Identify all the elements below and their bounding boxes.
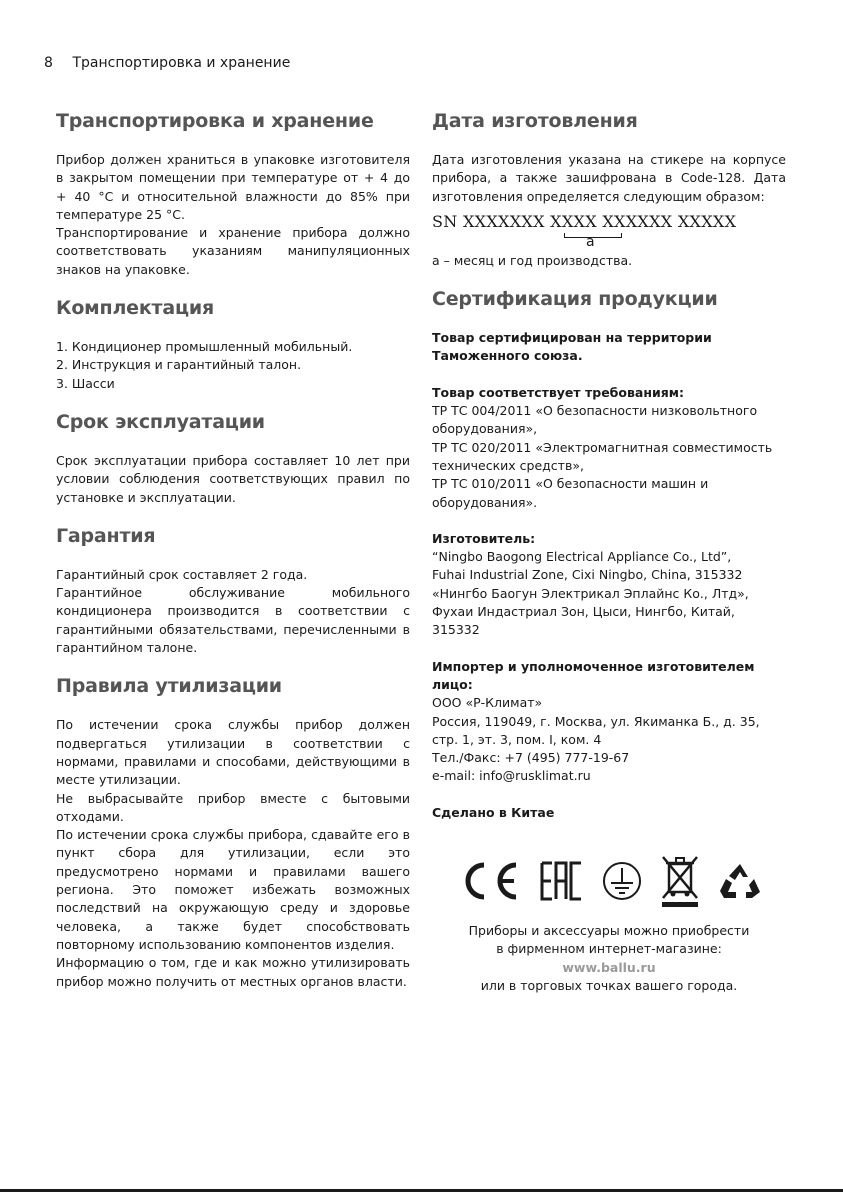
serial-marker: a [586,233,595,250]
certified-statement: Товар сертифицирован на территории Таможенного союза. [432,330,712,364]
section-title-lifetime: Срок эксплуатации [56,410,265,433]
serial-legend: а – месяц и год производства. [432,252,633,268]
requirement-line: ТР ТС 010/2011 «О безопасности машин и оборудования». [432,476,709,510]
section-transport [56,108,410,279]
ce-mark-icon [456,861,522,905]
kit-item: 2. Инструкция и гарантийный талон. [56,357,302,373]
serial-number-format [432,212,786,252]
manufacturer-heading: Изготовитель: [432,530,536,546]
store-website-link[interactable]: www.ballu.ru [562,959,656,975]
importer-line: e-mail: info@rusklimat.ru [432,768,591,784]
importer-line: Россия, 119049, г. Москва, ул. Якиманка Б., д. 35, стр. 1, эт. 3, пом. I, ком. 4 [432,713,760,747]
manufacturer-line: Fuhai Industrial Zone, Cixi Ningbo, China, 315332 [432,567,743,583]
running-header [44,55,290,71]
warranty-paragraph-1: Гарантийный срок составляет 2 года. [56,566,308,582]
store-line-2: в фирменном интернет-магазине: [496,941,722,957]
recycle-icon [718,861,762,905]
kit-item: 1. Кондиционер промышленный мобильный. [56,339,353,355]
transport-paragraph-2: Транспортирование и хранение прибора должно соответствовать указаниям манипуляционных знаков на упаковке. [56,225,410,277]
requirement-line: ТР ТС 020/2011 «Электромагнитная совместимость технических средств», [432,439,773,473]
section-warranty [56,523,410,657]
section-manufacture-date [432,108,786,270]
section-title-manufacture-date: Дата изготовления [432,110,638,132]
disposal-paragraph-2: Не выбрасывайте прибор вместе с бытовыми отходами. [56,790,410,824]
disposal-paragraph-4: Информацию о том, где и как можно утилизировать прибор можно получить от местных органов власти. [56,955,410,989]
made-in-label: Сделано в Китае [432,804,555,820]
store-line-3: или в торговых точках вашего города. [480,977,738,993]
page-number: 8 [44,55,53,71]
manufacturer-line: «Нингбо Баогун Электрикал Эплайнс Ко., Лтд», [432,585,749,601]
requirements-heading: Товар соответствует требованиям: [432,384,684,400]
requirement-line: ТР ТС 004/2011 «О безопасности низковольтного оборудования», [432,403,758,437]
lifetime-paragraph: Срок эксплуатации прибора составляет 10 лет при условии соблюдения соответствующих правил по установке и эксплуатации. [56,452,410,505]
section-title-certification: Сертификация продукции [432,288,718,311]
eac-mark-icon [540,861,584,905]
right-column [432,108,786,995]
store-line-1: Приборы и аксессуары можно приобрести [468,923,750,939]
store-info [432,922,786,995]
section-lifetime [56,409,410,507]
kit-list [56,338,410,393]
section-title-kit: Комплектация [56,297,214,320]
manufacturer-line: Фухаи Индастриал Зон, Цыси, Нингбо, Китай, 315332 [432,604,735,638]
disposal-paragraph-1: По истечении срока службы прибор должен подвергаться утилизации в соответствии с нормами, правилами и способами, действующими в месте утилизации. [56,717,410,788]
importer-line: Тел./Факс: +7 (495) 777-19-67 [432,750,630,766]
running-title: Транспортировка и хранение [72,55,291,71]
left-column [56,108,410,1007]
importer-line: ООО «Р-Климат» [432,695,543,711]
serial-number-code: SN XXXXXXX XXXX XXXXXX XXXXX [432,211,737,231]
importer-heading: Импортер и уполномоченное изготовителем лицо: [432,658,755,692]
compliance-icons [432,854,786,912]
section-certification [432,286,786,822]
disposal-paragraph-3: По истечении срока службы прибора, сдавайте его в пункт сбора для утилизации, если это предусмотрено нормами и правилами вашего региона. Это поможет избежать возможных последствий на окружающую среду и здоровье человека, а также будет способствовать повторному использованию компонентов изделия. [56,827,410,952]
section-title-disposal: Правила утилизации [56,675,282,698]
manufacture-date-paragraph: Дата изготовления указана на стикере на корпусе прибора, а также зашифрована в Code-128. Дата изготовления определяется следующим образом: [432,152,786,204]
section-title-warranty: Гарантия [56,524,156,547]
section-kit [56,295,410,393]
manufacturer-line: “Ningbo Baogong Electrical Appliance Co., Ltd”, [432,549,732,565]
warranty-paragraph-2: Гарантийное обслуживание мобильного кондиционера производится в соответствии с гарантийными обязательствами, перечисленными в гарантийном талоне. [56,585,410,656]
section-disposal [56,673,410,990]
section-title-transport: Транспортировка и хранение [56,110,374,132]
ground-symbol-icon [602,861,642,905]
transport-paragraph-1: Прибор должен храниться в упаковке изготовителя в закрытом помещении при температуре от + 4 до + 40 °С и относительной влажности до 85% при температуре 25 °С. [56,152,410,222]
crossed-bin-icon [660,854,700,912]
kit-item: 3. Шасси [56,375,115,391]
